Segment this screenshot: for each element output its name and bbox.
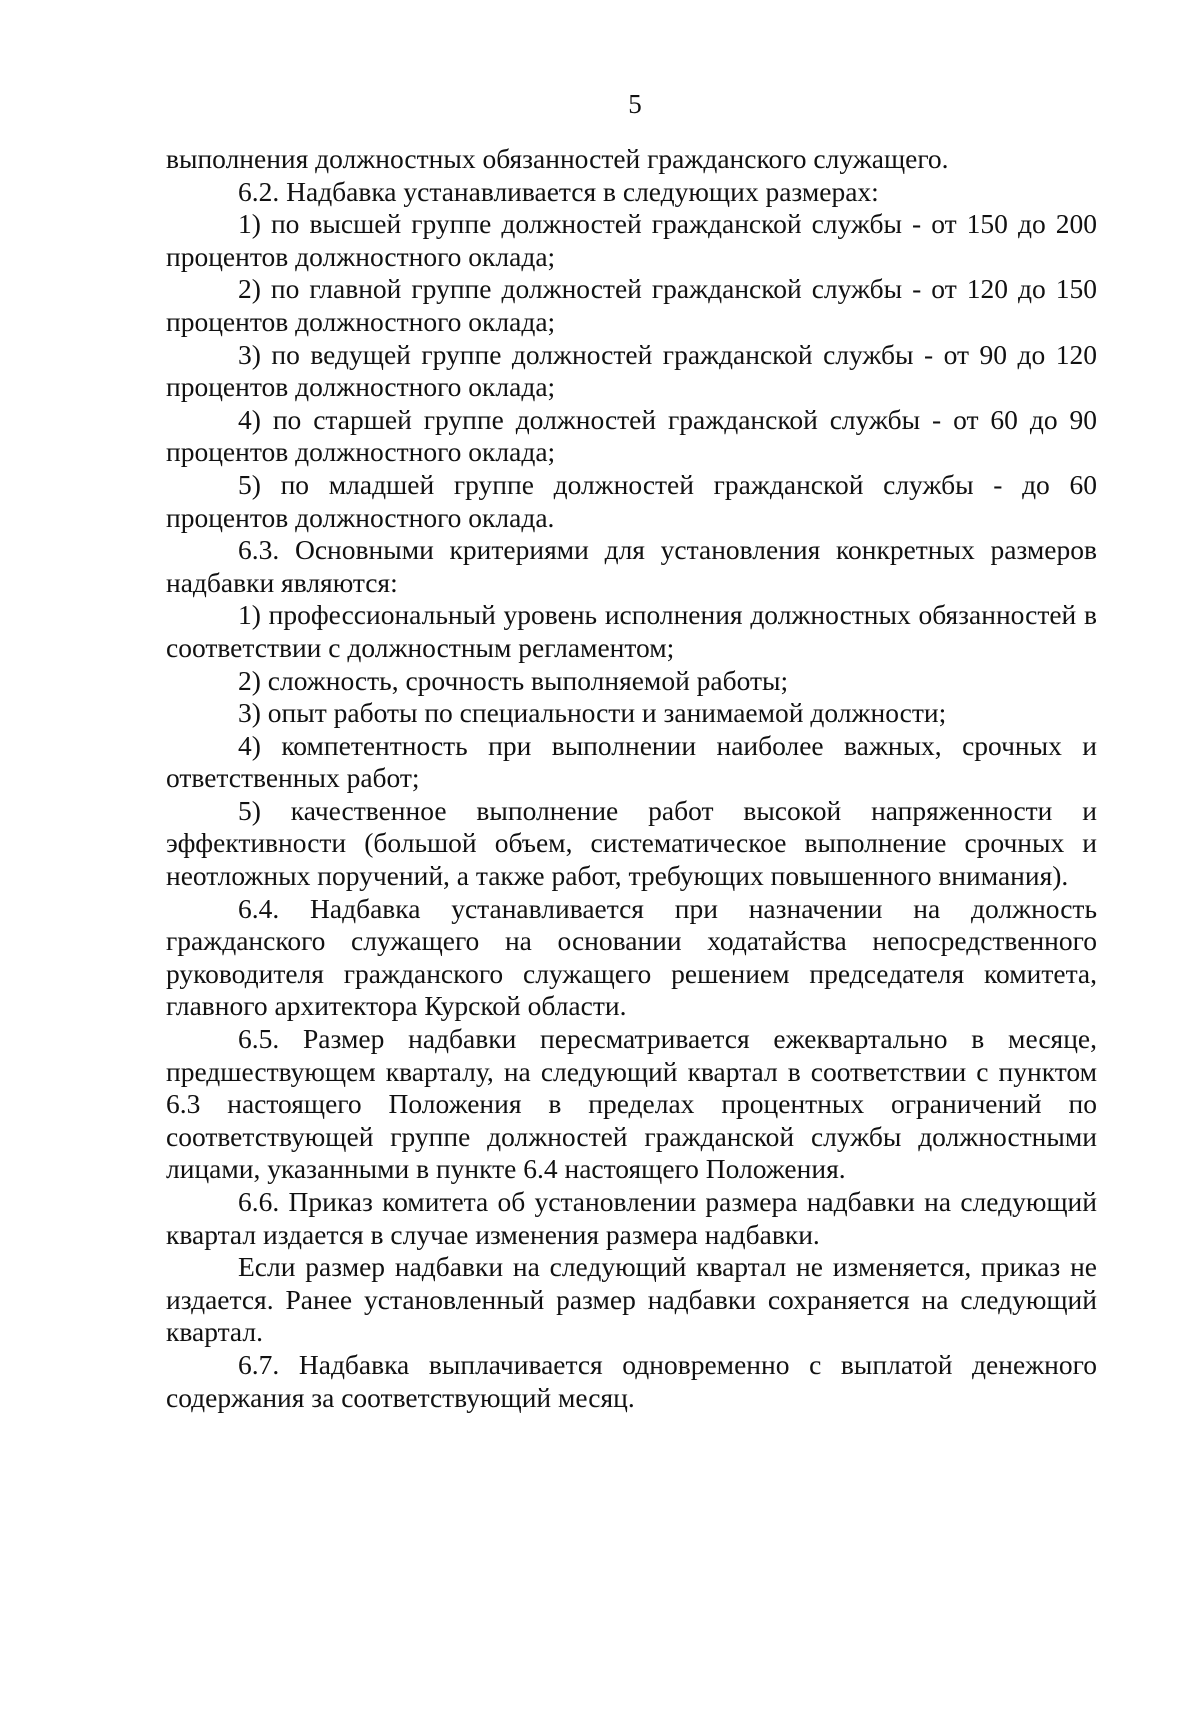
paragraph-6-3: 6.3. Основными критериями для установления конкретных размеров надбавки являются:: [166, 534, 1097, 598]
paragraph-6-5: 6.5. Размер надбавки пересматривается ежеквартально в месяце, предшествующем кварталу, на следующий квартал в соответствии с пунктом 6.3 настоящего Положения в пределах процентных ограничений по соответствующей группе должностей гражданской службы должностными лицами, указанными в пункте 6.4 настоящего Положения.: [166, 1023, 1097, 1185]
document-body: [166, 143, 1097, 1414]
list-item-6-2-5: 5) по младшей группе должностей гражданской службы - до 60 процентов должностного оклада.: [166, 468, 1097, 533]
list-item-6-3-3: 3) опыт работы по специальности и занимаемой должности;: [238, 697, 947, 729]
list-item-6-3-5: 5) качественное выполнение работ высокой напряженности и эффективности (большой объем, систематическое выполнение срочных и неотложных поручений, а также работ, требующих повышенного внимания).: [166, 794, 1097, 892]
paragraph-continuation: выполнения должностных обязанностей гражданского служащего.: [166, 143, 949, 174]
list-item-6-2-2: 2) по главной группе должностей гражданской службы - от 120 до 150 процентов должностного оклада;: [166, 273, 1097, 337]
paragraph-6-2: 6.2. Надбавка устанавливается в следующих размерах:: [238, 175, 879, 207]
paragraph-6-6: 6.6. Приказ комитета об установлении размера надбавки на следующий квартал издается в случае изменения размера надбавки.: [166, 1186, 1097, 1250]
paragraph-6-6-continuation: Если размер надбавки на следующий квартал не изменяется, приказ не издается. Ранее установленный размер надбавки сохраняется на следующий квартал.: [166, 1251, 1097, 1348]
list-item-6-3-2: 2) сложность, срочность выполняемой работы;: [238, 664, 789, 696]
list-item-6-2-4: 4) по старшей группе должностей гражданской службы - от 60 до 90 процентов должностного оклада;: [166, 403, 1097, 468]
list-item-6-3-1: 1) профессиональный уровень исполнения должностных обязанностей в соответствии с должностным регламентом;: [166, 599, 1097, 663]
list-item-6-3-4: 4) компетентность при выполнении наиболее важных, срочных и ответственных работ;: [166, 729, 1097, 794]
paragraph-6-4: 6.4. Надбавка устанавливается при назначении на должность гражданского служащего на основании ходатайства непосредственного руководителя гражданского служащего решением председателя комитета, главного архитектора Курской области.: [166, 892, 1097, 1022]
page-number: 5: [628, 89, 642, 119]
list-item-6-2-3: 3) по ведущей группе должностей гражданской службы - от 90 до 120 процентов должностного оклада;: [166, 338, 1097, 403]
paragraph-6-7: 6.7. Надбавка выплачивается одновременно с выплатой денежного содержания за соответствующий месяц.: [166, 1348, 1097, 1413]
list-item-6-2-1: 1) по высшей группе должностей гражданской службы - от 150 до 200 процентов должностного оклада;: [166, 208, 1097, 272]
